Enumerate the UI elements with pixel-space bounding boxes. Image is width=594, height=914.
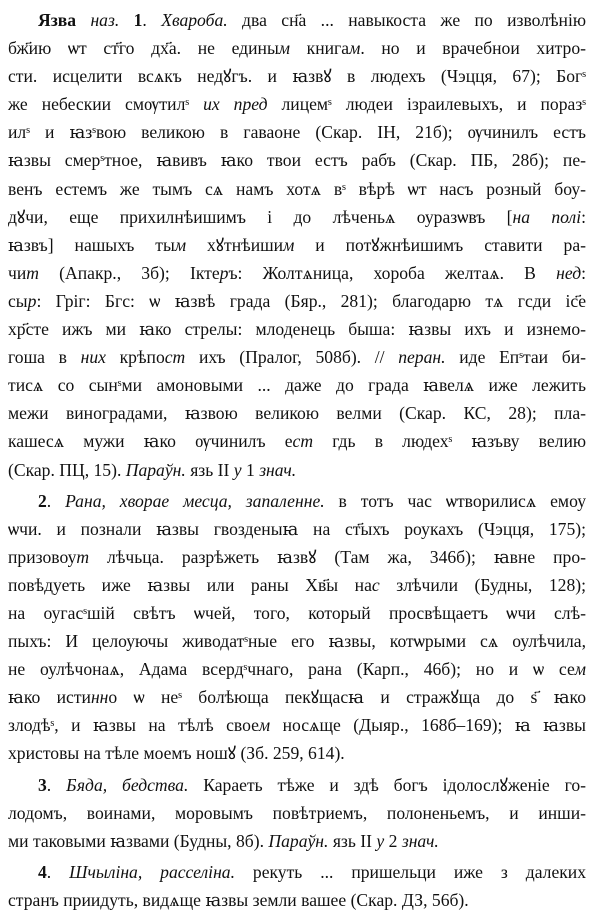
text-run: ъ: Жолтѧница, хороба желтаѧ. В (228, 262, 557, 283)
italic-run: них (80, 347, 106, 368)
text-line (8, 399, 586, 427)
bold-run: Язва (38, 10, 77, 30)
text-run: кашесѧ мужи ꙗко ѹчинилъ е (8, 431, 293, 452)
text-line (8, 34, 586, 62)
italic-run: т (26, 262, 39, 283)
italic-run: Шчыліна, расселіна. (69, 861, 235, 882)
text-run: бж҃ию ѡт ст҃го дх҃а. не едины (8, 38, 279, 59)
text-run: в тотъ час ѡтворилисѧ емоу (324, 490, 586, 511)
italic-run: р (27, 290, 37, 311)
text-run: (Скар. ПЦ, 15). (8, 459, 126, 480)
bold-run: 4 (38, 861, 47, 882)
text-run: . (142, 10, 162, 30)
text-line (8, 487, 586, 515)
text-run: иде Епˢтаи би- (445, 347, 586, 368)
italic-run: знач. (401, 830, 439, 851)
text-run: хꙋтнѣиши (186, 234, 284, 255)
text-run: ꙗко исти (8, 687, 91, 708)
sense-4-paragraph (8, 858, 586, 914)
text-run: ꙗзвъ] нашыхъ ты (8, 234, 175, 255)
italic-run: с (371, 574, 380, 595)
text-run: христовы на тѣле моемъ ношꙋ (Зб. 259, 614). (8, 743, 345, 764)
text-run: дꙋчи, еще прихилнѣишимъ і до лѣченьѧ оуразѡвъ [ (8, 206, 513, 227)
text-run: рекуть ... пришельци иже з далеких (235, 861, 587, 882)
text-line (8, 287, 586, 315)
text-run: тисѧ со сынˢми амоновыми ... даже до града ꙗвелѧ иже лежить (8, 375, 586, 396)
italic-run: м (349, 38, 361, 59)
text-line (8, 231, 586, 259)
italic-run: Бяда, бедства. (66, 774, 189, 795)
text-run: лѣчьца. разрѣжеть ꙗзвꙋ (Там жа, 346б); ꙗвне про- (89, 546, 586, 567)
text-run: сти. исцелити всѧкъ недꙋгъ. и ꙗзвꙋ в людехъ (Чэцця, 67); Богˢ (8, 66, 586, 87)
italic-run: нед (556, 262, 582, 283)
italic-run: у (233, 459, 242, 480)
italic-run: ст (292, 431, 314, 452)
text-run: же небескии смѹтилˢ (8, 94, 204, 115)
text-run: носѧще (Дыяр., 168б–169); ꙗ ꙗзвы (270, 715, 586, 736)
text-run: два сн҃а ... навыкоста же по изволѣнію (227, 10, 586, 30)
text-line (8, 886, 586, 914)
text-run: : (581, 262, 586, 283)
text-run: Караеть тѣже и здѣ богъ ідолослꙋженіе го- (188, 774, 587, 795)
sense-1-paragraph (8, 6, 586, 484)
text-line (8, 627, 586, 655)
text-run: : (581, 206, 586, 227)
text-run: . (46, 861, 70, 882)
text-run: 1 (241, 459, 260, 480)
bold-run: 1 (133, 10, 143, 30)
text-line (8, 6, 586, 34)
text-run: на оугасˢшій свѣтъ ѡчей, того, который просвѣщаетъ ѡчи слѣ- (8, 602, 586, 623)
text-run: . (46, 774, 67, 795)
italic-run: м (574, 659, 586, 680)
text-run: не оулѣчонаѧ, Адама всердˢчнаго, рана (Карп., 46б); но и ѡ се (8, 659, 575, 680)
text-run: . (46, 490, 66, 511)
italic-run: м (174, 234, 187, 255)
italic-run: м (283, 234, 295, 255)
italic-run: нн (90, 687, 109, 708)
text-run: ихъ (Пралог, 508б). // (185, 347, 399, 368)
text-line (8, 259, 586, 287)
text-line (8, 203, 586, 231)
text-line (8, 315, 586, 343)
sense-2-paragraph (8, 487, 586, 768)
text-run: крѣпо (105, 347, 165, 368)
text-line (8, 62, 586, 90)
text-run: . но и врачебнои хитро- (360, 38, 586, 59)
text-run: ѡчи. и познали ꙗзвы гвозденыꙗ на ст҃ыхъ роукахъ (Чэцця, 175); (8, 518, 586, 539)
text-run: странъ приидуть, видѧще ꙗзвы земли вашее (Скар. ДЗ, 56б). (8, 889, 469, 910)
text-run: венъ естемъ же тымъ сѧ намъ хотѧ вˢ вѣрѣ ѡт насъ розный боу- (8, 178, 586, 199)
italic-run: т (76, 546, 90, 567)
text-run: лицемˢ людеи ізраилевыхъ, и поразˢ (267, 94, 587, 115)
text-line (8, 371, 586, 399)
text-line (8, 146, 586, 174)
text-run: лодомъ, воинами, моровымъ повѣтриемъ, полоненьемъ, и инши- (8, 802, 586, 823)
italic-run: перан. (398, 347, 446, 368)
text-run: гоша в (8, 347, 81, 368)
text-line (8, 571, 586, 599)
text-run: язь II (328, 830, 377, 851)
italic-run: м (258, 715, 271, 736)
italic-run: м (278, 38, 291, 59)
text-run: гдь в людехˢ ꙗзъву велию (313, 431, 586, 452)
text-run: (Апакр., 3б); Ікте (38, 262, 220, 283)
italic-run: их пред (203, 94, 268, 115)
text-line (8, 90, 586, 118)
text-line (8, 175, 586, 203)
italic-run: на полі (512, 206, 582, 227)
text-line (8, 427, 586, 455)
text-run: ми таковыми ꙗзвами (Будны, 8б). (8, 830, 269, 851)
text-line (8, 683, 586, 711)
text-line (8, 343, 586, 371)
text-line (8, 771, 586, 799)
text-line (8, 599, 586, 627)
bold-run: 2 (38, 490, 47, 511)
text-run: пыхъ: И целоуючы живодатˢные его ꙗзвы, котѡрыми сѧ оулѣчила, (8, 631, 586, 652)
text-line (8, 456, 586, 484)
italic-run: ст (164, 347, 186, 368)
text-line (8, 799, 586, 827)
italic-run: р (219, 262, 229, 283)
text-run: 2 (384, 830, 402, 851)
text-line (8, 858, 586, 886)
text-line (8, 543, 586, 571)
italic-run: Параўн. (125, 459, 186, 480)
italic-run: Параўн. (268, 830, 329, 851)
italic-run: Рана, хворае месца, запаленне. (65, 490, 325, 511)
text-run: язь II (185, 459, 234, 480)
text-run: илˢ и ꙗзˢвою великою в гаваоне (Скар. ІН, 21б); ѹчинилъ естъ (8, 122, 586, 143)
text-line (8, 827, 586, 855)
text-line (8, 515, 586, 543)
text-run: злодѣˢ, и ꙗзвы на тѣлѣ свое (8, 715, 259, 736)
italic-run: наз. (76, 10, 134, 30)
sense-3-paragraph (8, 771, 586, 855)
text-run: призовоу (8, 546, 77, 567)
text-run: и потꙋжнѣишимъ ставити ра- (294, 234, 586, 255)
text-line (8, 711, 586, 739)
italic-run: у (376, 830, 385, 851)
text-line (8, 739, 586, 767)
text-run: книга (290, 38, 350, 59)
text-run: повѣдуеть иже ꙗзвы или раны Хв҃ы на (8, 574, 372, 595)
italic-run: знач. (259, 459, 297, 480)
text-line (8, 655, 586, 683)
text-run: ꙗзвы смерˢтное, ꙗвивъ ꙗко твои естъ рабъ (Скар. ПБ, 28б); пе- (8, 150, 586, 171)
text-run: о ѡ неˢ болѣюща пекꙋщасꙗ и стражꙋща до ѕ҃ ꙗко (108, 687, 587, 708)
text-run: сы (8, 290, 28, 311)
text-run: чи (8, 262, 27, 283)
text-run: : Гріг: Бгс: ѡ ꙗзвѣ града (Бяр., 281); благодарю тѧ гсди іс҃е (36, 290, 586, 311)
bold-run: 3 (38, 774, 47, 795)
text-line (8, 118, 586, 146)
text-run: хр҃сте ижъ ми ꙗко стрелы: млоденець быша: ꙗзвы ихъ и изнемо- (8, 319, 586, 340)
text-run: межи виноградами, ꙗзвою великою велми (Скар. КС, 28); пла- (8, 403, 586, 424)
italic-run: Хвароба. (161, 10, 228, 30)
text-run: злѣчили (Будны, 128); (379, 574, 586, 595)
